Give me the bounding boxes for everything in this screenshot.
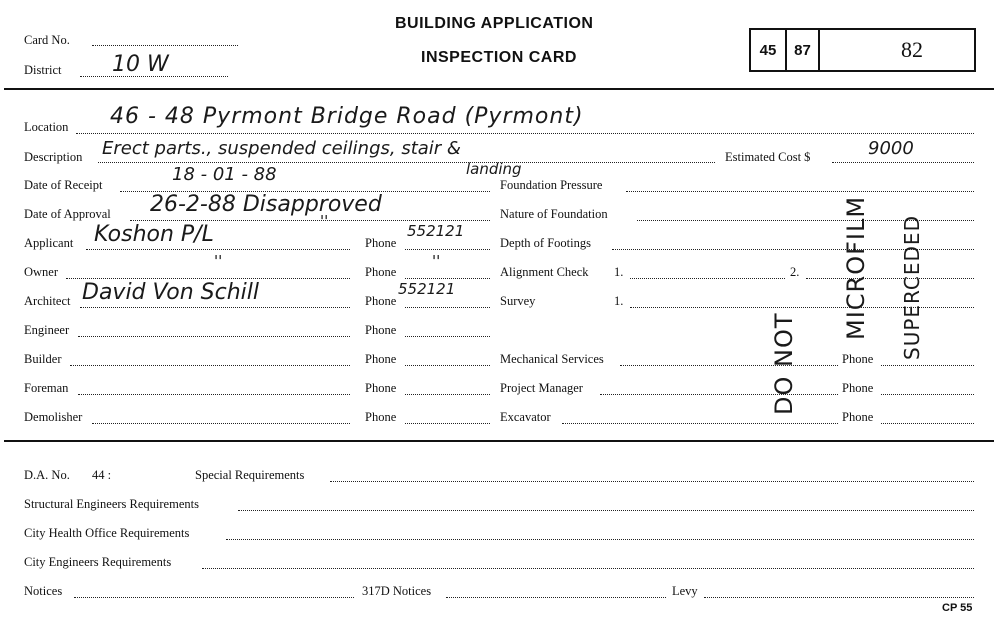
foreman-phone-label: Phone bbox=[365, 381, 397, 395]
foreman-line bbox=[78, 394, 350, 395]
do-not-stamp: DO NOT bbox=[770, 312, 798, 415]
foreman-label: Foreman bbox=[24, 381, 69, 395]
demolisher-line bbox=[92, 423, 350, 424]
applicant-line bbox=[86, 249, 350, 250]
owner-phone-ditto: '' bbox=[432, 252, 441, 270]
date-approval-line bbox=[130, 220, 490, 221]
architect-line bbox=[80, 307, 350, 308]
estimated-cost-label: Estimated Cost $ bbox=[725, 150, 811, 164]
survey-label: Survey bbox=[500, 294, 536, 308]
location-label: Location bbox=[24, 120, 69, 134]
demolisher-phone-label: Phone bbox=[365, 410, 397, 424]
applicant-value: Koshon P/L bbox=[94, 222, 214, 247]
description-label: Description bbox=[24, 150, 83, 164]
header-divider bbox=[4, 88, 994, 90]
owner-ditto: '' bbox=[214, 252, 223, 270]
microfilm-stamp: MICROFILM bbox=[842, 195, 870, 340]
builder-phone-line bbox=[405, 365, 490, 366]
box-number: 82 bbox=[901, 37, 923, 62]
health-requirements-line bbox=[226, 539, 974, 540]
special-requirements-label: Special Requirements bbox=[195, 468, 305, 482]
demolisher-phone-line bbox=[405, 423, 490, 424]
builder-line bbox=[70, 365, 350, 366]
owner-label: Owner bbox=[24, 265, 59, 279]
notices-317d-line bbox=[446, 597, 666, 598]
builder-label: Builder bbox=[24, 352, 62, 366]
title-line1: BUILDING APPLICATION bbox=[395, 15, 594, 32]
depth-footings-label: Depth of Footings bbox=[500, 236, 591, 250]
form-code: CP 55 bbox=[942, 602, 973, 614]
box-cell-2: 87 bbox=[787, 30, 820, 70]
title-line2: INSPECTION CARD bbox=[421, 49, 577, 66]
health-requirements-label: City Health Office Requirements bbox=[24, 526, 190, 540]
nature-foundation-label: Nature of Foundation bbox=[500, 207, 608, 221]
project-manager-phone-label: Phone bbox=[842, 381, 874, 395]
architect-phone-value: 552121 bbox=[398, 280, 456, 298]
owner-phone-label: Phone bbox=[365, 265, 397, 279]
applicant-phone-line bbox=[405, 249, 490, 250]
district-value: 10 W bbox=[112, 52, 169, 77]
structural-requirements-label: Structural Engineers Requirements bbox=[24, 497, 199, 511]
applicant-phone-label: Phone bbox=[365, 236, 397, 250]
engineer-line bbox=[78, 336, 350, 337]
special-requirements-line bbox=[330, 481, 974, 482]
notices-label: Notices bbox=[24, 584, 63, 598]
alignment-one-line bbox=[630, 278, 785, 279]
approval-ditto: '' bbox=[320, 212, 329, 230]
excavator-phone-line bbox=[881, 423, 974, 424]
levy-line bbox=[704, 597, 974, 598]
alignment-check-label: Alignment Check bbox=[500, 265, 589, 279]
description-value-2: landing bbox=[466, 160, 522, 178]
project-manager-line bbox=[600, 394, 838, 395]
mechanical-phone-label: Phone bbox=[842, 352, 874, 366]
applicant-label: Applicant bbox=[24, 236, 74, 250]
architect-phone-line bbox=[405, 307, 490, 308]
estimated-cost-value: 9000 bbox=[868, 138, 914, 159]
engineer-phone-line bbox=[405, 336, 490, 337]
card-no-label: Card No. bbox=[24, 33, 70, 47]
description-value: Erect parts., suspended ceilings, stair & bbox=[102, 138, 461, 159]
demolisher-label: Demolisher bbox=[24, 410, 83, 424]
engineer-label: Engineer bbox=[24, 323, 70, 337]
owner-line bbox=[66, 278, 350, 279]
date-approval-value: 26-2-88 Disapproved bbox=[150, 192, 382, 217]
superceded-stamp: SUPERCEDED bbox=[900, 215, 924, 360]
box-cell-1: 45 bbox=[751, 30, 787, 70]
alignment-one-label: 1. bbox=[614, 265, 624, 279]
card-no-line bbox=[92, 45, 238, 46]
foundation-pressure-line bbox=[626, 191, 974, 192]
date-receipt-label: Date of Receipt bbox=[24, 178, 103, 192]
description-line bbox=[98, 162, 715, 163]
location-value: 46 - 48 Pyrmont Bridge Road (Pyrmont) bbox=[110, 104, 584, 129]
mechanical-label: Mechanical Services bbox=[500, 352, 604, 366]
architect-label: Architect bbox=[24, 294, 71, 308]
alignment-two-label: 2. bbox=[790, 265, 800, 279]
mechanical-line bbox=[620, 365, 838, 366]
da-no-value: 44 : bbox=[92, 468, 112, 482]
section-divider bbox=[4, 440, 994, 442]
owner-phone-line bbox=[405, 278, 490, 279]
date-approval-label: Date of Approval bbox=[24, 207, 111, 221]
card-number-box bbox=[749, 28, 976, 72]
excavator-line bbox=[562, 423, 838, 424]
excavator-phone-label: Phone bbox=[842, 410, 874, 424]
project-manager-phone-line bbox=[881, 394, 974, 395]
excavator-label: Excavator bbox=[500, 410, 551, 424]
district-label: District bbox=[24, 63, 62, 77]
structural-requirements-line bbox=[238, 510, 974, 511]
foreman-phone-line bbox=[405, 394, 490, 395]
foundation-pressure-label: Foundation Pressure bbox=[500, 178, 603, 192]
da-no-label: D.A. No. bbox=[24, 468, 70, 482]
city-engineers-requirements-label: City Engineers Requirements bbox=[24, 555, 172, 569]
alignment-two-line bbox=[806, 278, 974, 279]
applicant-phone-value: 552121 bbox=[407, 222, 465, 240]
levy-label: Levy bbox=[672, 584, 698, 598]
architect-value: David Von Schill bbox=[82, 280, 260, 305]
location-line bbox=[76, 133, 974, 134]
builder-phone-label: Phone bbox=[365, 352, 397, 366]
date-receipt-value: 18 - 01 - 88 bbox=[172, 164, 277, 185]
architect-phone-label: Phone bbox=[365, 294, 397, 308]
notices-317d-label: 317D Notices bbox=[362, 584, 432, 598]
estimated-cost-line bbox=[832, 162, 974, 163]
city-engineers-requirements-line bbox=[202, 568, 974, 569]
project-manager-label: Project Manager bbox=[500, 381, 583, 395]
engineer-phone-label: Phone bbox=[365, 323, 397, 337]
notices-line bbox=[74, 597, 354, 598]
mechanical-phone-line bbox=[881, 365, 974, 366]
survey-one-label: 1. bbox=[614, 294, 624, 308]
